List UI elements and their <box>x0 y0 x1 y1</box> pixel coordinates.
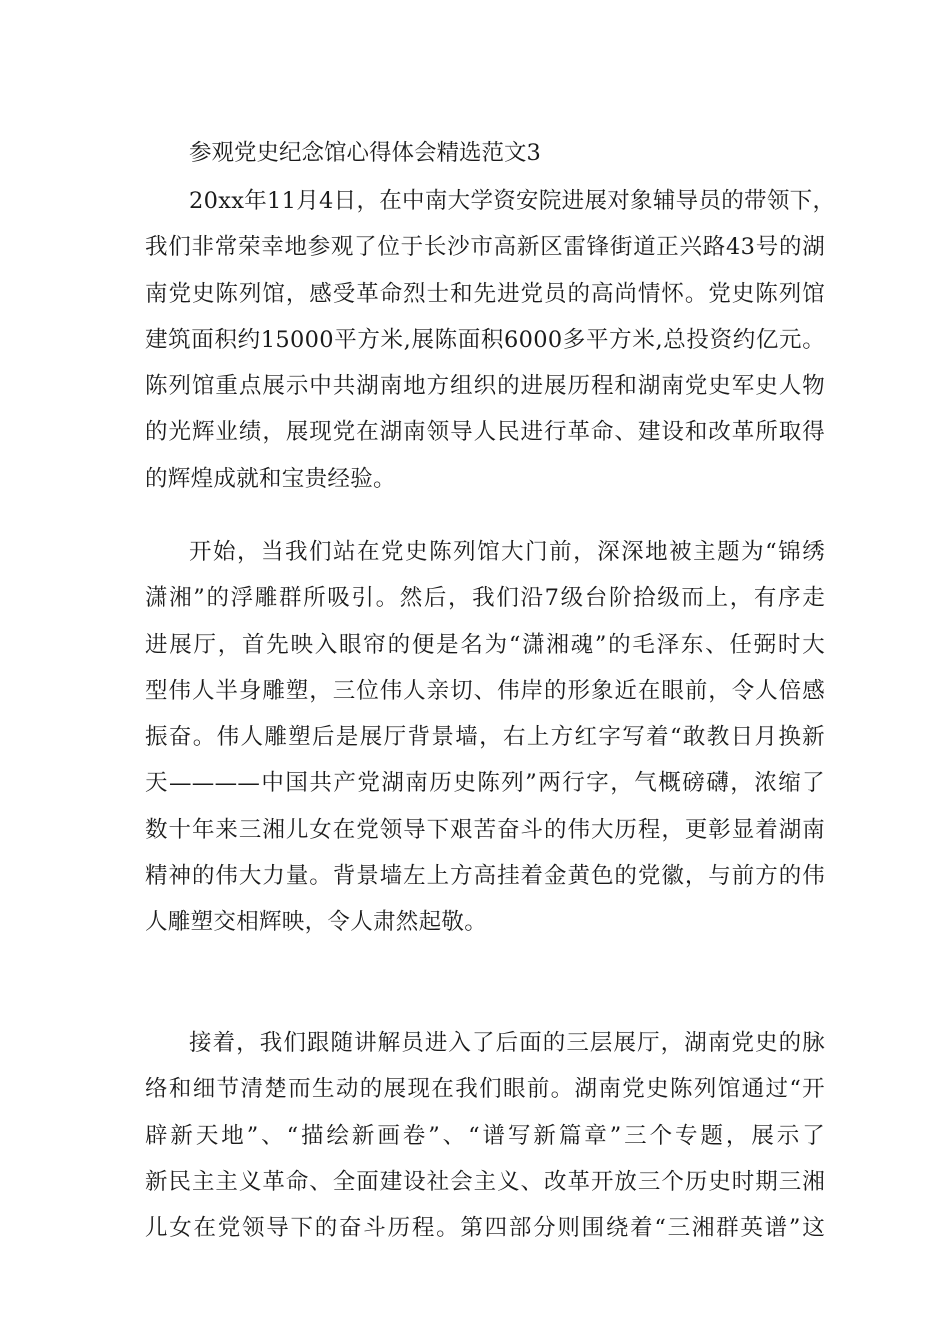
paragraph-line: 进展厅，首先映入眼帘的便是名为“潇湘魂”的毛泽东、任弼时大 <box>145 631 825 658</box>
paragraph-line: 的辉煌成就和宝贵经验。 <box>145 465 396 492</box>
paragraph-1 <box>145 178 836 502</box>
paragraph-line: 人雕塑交相辉映，令人肃然起敬。 <box>145 909 488 936</box>
paragraph-line: 开始，当我们站在党史陈列馆大门前，深深地被主题为“锦绣 <box>189 539 825 565</box>
paragraph-line: 新民主主义革命、全面建设社会主义、改革开放三个历史时期三湘 <box>145 1168 825 1195</box>
paragraph-line: 潇湘”的浮雕群所吸引。然后，我们沿7级台阶拾级而上，有序走 <box>145 585 825 612</box>
paragraph-line: 络和细节清楚而生动的展现在我们眼前。湖南党史陈列馆通过“开 <box>145 1076 825 1103</box>
paragraph-line: 天————中国共产党湖南历史陈列”两行字，气概磅礴，浓缩了 <box>145 770 825 797</box>
document-title: 参观党史纪念馆心得体会精选范文3 <box>189 140 541 166</box>
paragraph-line: 儿女在党领导下的奋斗历程。第四部分则围绕着“三湘群英谱”这 <box>145 1215 825 1242</box>
paragraph-line: 20xx年11月4日，在中南大学资安院进展对象辅导员的带领下， <box>189 188 836 214</box>
paragraph-line: 型伟人半身雕塑，三位伟人亲切、伟岸的形象近在眼前，令人倍感 <box>145 677 825 704</box>
paragraph-3 <box>145 1020 825 1251</box>
paragraph-line: 我们非常荣幸地参观了位于长沙市高新区雷锋街道正兴路43号的湖 <box>145 234 825 261</box>
paragraph-2 <box>145 529 825 946</box>
paragraph-line: 南党史陈列馆，感受革命烈士和先进党员的高尚情怀。党史陈列馆 <box>145 280 825 307</box>
paragraph-line: 接着，我们跟随讲解员进入了后面的三层展厅，湖南党史的脉 <box>189 1030 825 1056</box>
paragraph-line: 振奋。伟人雕塑后是展厅背景墙，右上方红字写着“敢教日月换新 <box>145 724 825 751</box>
paragraph-line: 陈列馆重点展示中共湖南地方组织的进展历程和湖南党史军史人物 <box>145 373 825 400</box>
paragraph-line: 建筑面积约15000平方米,展陈面积6000多平方米,总投资约亿元。 <box>145 326 825 353</box>
paragraph-line: 精神的伟大力量。背景墙左上方高挂着金黄色的党徽，与前方的伟 <box>145 863 825 890</box>
paragraph-line: 辟新天地”、“描绘新画卷”、“谱写新篇章”三个专题，展示了 <box>145 1122 825 1149</box>
paragraph-line: 数十年来三湘儿女在党领导下艰苦奋斗的伟大历程，更彰显着湖南 <box>145 816 825 843</box>
paragraph-line: 的光辉业绩，展现党在湖南领导人民进行革命、建设和改革所取得 <box>145 419 825 446</box>
